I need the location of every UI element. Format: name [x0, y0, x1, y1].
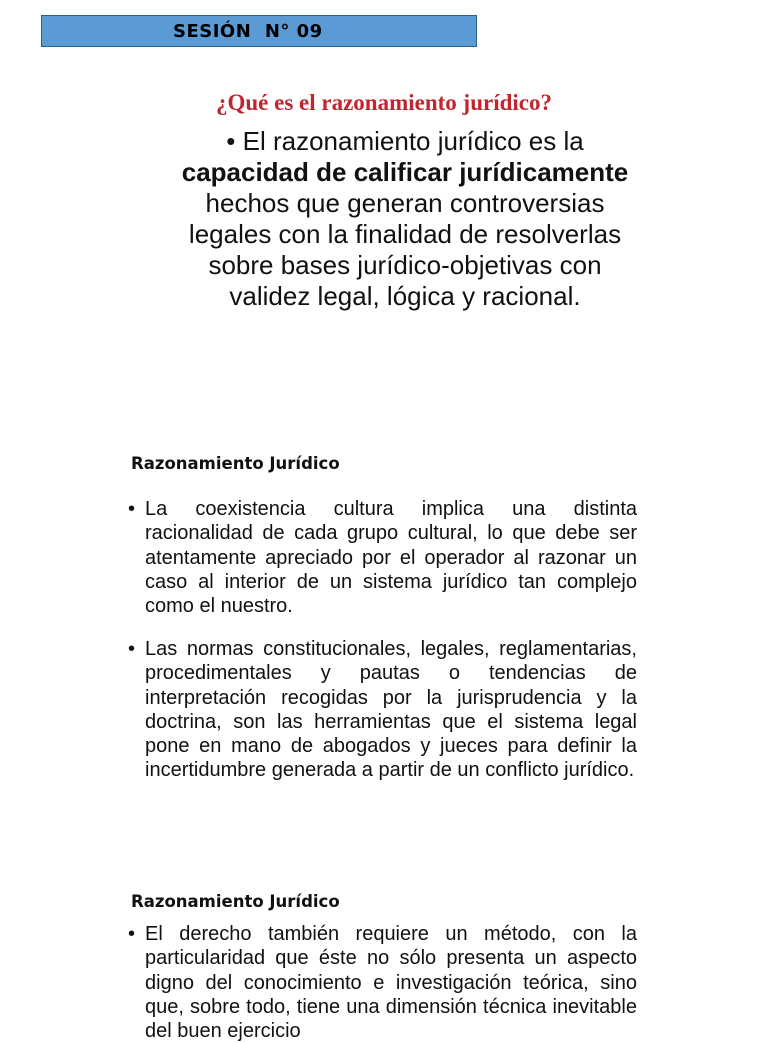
- paragraph-text: Las normas constitucionales, legales, reglamentarias, procedimentales y pautas o tendencias de interpretación recogidas por la jurisprudencia y la doctrina, son las herramientas que el sistema legal pone en mano de abogados y jueces para definir la incertidumbre generada a partir de un conflicto jurídico.: [145, 638, 637, 782]
- definition-text-end: hechos que generan controversias legales con la finalidad de resolverlas sobre bases jurídico-objetivas con validez legal, lógica y racional.: [188, 188, 622, 311]
- bullet-mark: •: [128, 923, 136, 945]
- list-item: [128, 497, 637, 618]
- section-heading: Razonamiento Jurídico: [131, 454, 340, 473]
- question-title: ¿Qué es el razonamiento jurídico?: [215, 90, 552, 115]
- list-item: [128, 922, 637, 1043]
- bullet-mark: •: [128, 638, 136, 660]
- bullet-mark: •: [128, 498, 136, 520]
- definition-bold-text: capacidad de calificar jurídicamente: [181, 157, 629, 187]
- session-label: SESIÓN N° 09: [173, 21, 323, 42]
- paragraph-text: El derecho también requiere un método, con la particularidad que éste no sólo presenta un aspecto digno del conocimiento e investigación teórica, sino que, sobre todo, tiene una dimensión técnica inevitable del buen ejercicio: [145, 923, 637, 1043]
- paragraph-text: La coexistencia cultura implica una distinta racionalidad de cada grupo cultural, lo que debe ser atentamente apreciado por el operador al razonar un caso al interior de un sistema jurídico tan complejo como el nuestro.: [145, 498, 637, 618]
- definition-bullet: •: [226, 126, 236, 156]
- list-item: [128, 637, 637, 783]
- session-banner: [41, 15, 477, 47]
- definition-paragraph: [175, 126, 635, 312]
- section-heading: Razonamiento Jurídico: [131, 892, 340, 911]
- definition-text-start: El razonamiento jurídico es la: [242, 126, 584, 156]
